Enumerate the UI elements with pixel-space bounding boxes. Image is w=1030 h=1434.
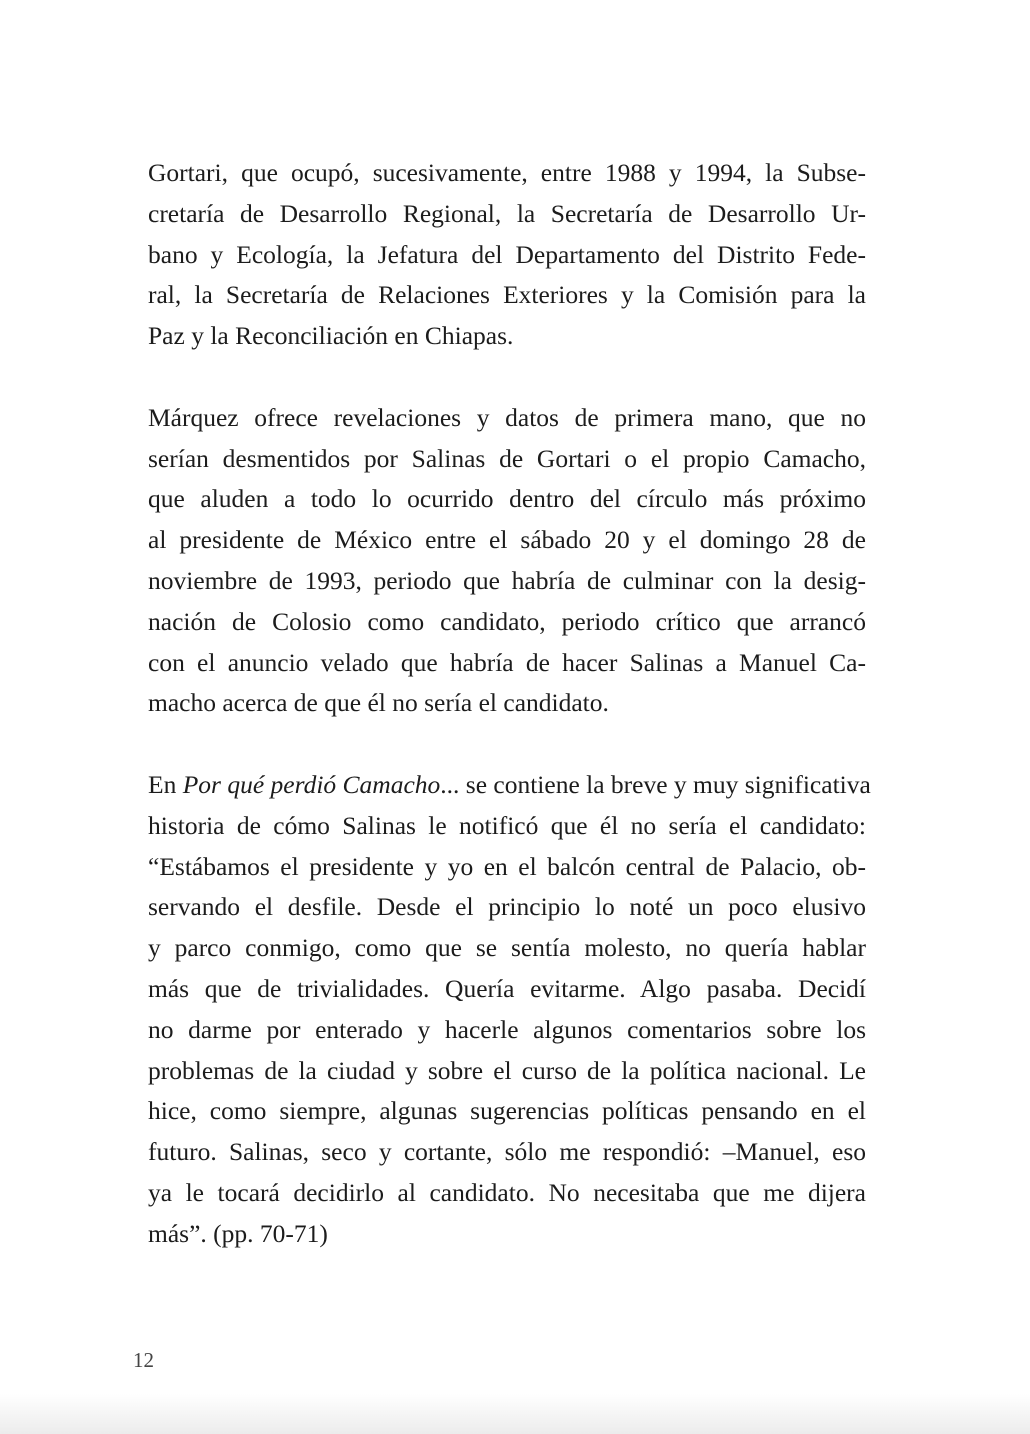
text-line-with-title xyxy=(148,765,871,806)
paragraph-3 xyxy=(148,765,871,1255)
text-line: serían desmentidos por Salinas de Gortari o el propio Camacho, xyxy=(148,443,866,473)
text-line: problemas de la ciudad y sobre el curso de la política nacional. Le xyxy=(148,1055,866,1085)
text-line: servando el desfile. Desde el principio lo noté un poco elusivo xyxy=(148,892,866,922)
book-title: Por qué perdió Camacho xyxy=(182,769,441,799)
text-line: Gortari, que ocupó, sucesivamente, entre 1988 y 1994, la Subse- xyxy=(148,158,866,187)
text-line: “Estábamos el presidente y yo en el balcón central de Palacio, ob- xyxy=(148,851,866,881)
text-line: noviembre de 1993, periodo que habría de culminar con la desig- xyxy=(148,565,866,595)
text-line: y parco conmigo, como que se sentía molesto, no quería hablar xyxy=(148,933,866,963)
text-line: más que de trivialidades. Quería evitarme. Algo pasaba. Decidí xyxy=(148,973,866,1003)
body-text xyxy=(148,153,871,1255)
text-line: nación de Colosio como candidato, periodo crítico que arrancó xyxy=(148,606,866,636)
text-line: con el anuncio velado que habría de hacer Salinas a Manuel Ca- xyxy=(148,647,866,677)
text-line: ya le tocará decidirlo al candidato. No necesitaba que me dijera xyxy=(148,1177,866,1207)
page-number: 12 xyxy=(133,1348,154,1372)
text-line: futuro. Salinas, seco y cortante, sólo me respondió: –Manuel, eso xyxy=(148,1137,866,1167)
text-line: no darme por enterado y hacerle algunos comentarios sobre los xyxy=(148,1014,866,1044)
text-line: historia de cómo Salinas le notificó que él no sería el candidato: xyxy=(148,810,866,840)
text-line: Paz y la Reconciliación en Chiapas. xyxy=(148,321,514,351)
line-suffix: ... se contiene la breve y muy significativa xyxy=(440,769,871,799)
text-line: cretaría de Desarrollo Regional, la Secretaría de Desarrollo Ur- xyxy=(148,198,866,228)
text-line: hice, como siempre, algunas sugerencias políticas pensando en el xyxy=(148,1096,866,1126)
text-line: que aluden a todo lo ocurrido dentro del círculo más próximo xyxy=(148,484,866,514)
text-line: Márquez ofrece revelaciones y datos de primera mano, que no xyxy=(148,402,866,432)
paragraph-gap xyxy=(148,357,866,398)
line-prefix: En xyxy=(148,769,183,799)
text-line: bano y Ecología, la Jefatura del Departamento del Distrito Fede- xyxy=(148,239,866,269)
paragraph-1 xyxy=(148,153,866,357)
text-line: al presidente de México entre el sábado 20 y el domingo 28 de xyxy=(148,525,866,555)
text-line: macho acerca de que él no sería el candidato. xyxy=(148,688,609,718)
paragraph-2 xyxy=(148,398,866,724)
text-line: más”. (pp. 70-71) xyxy=(148,1218,328,1248)
paragraph-gap xyxy=(148,724,866,765)
text-line: ral, la Secretaría de Relaciones Exteriores y la Comisión para la xyxy=(148,280,866,310)
page-bottom-shadow xyxy=(0,1394,1030,1434)
